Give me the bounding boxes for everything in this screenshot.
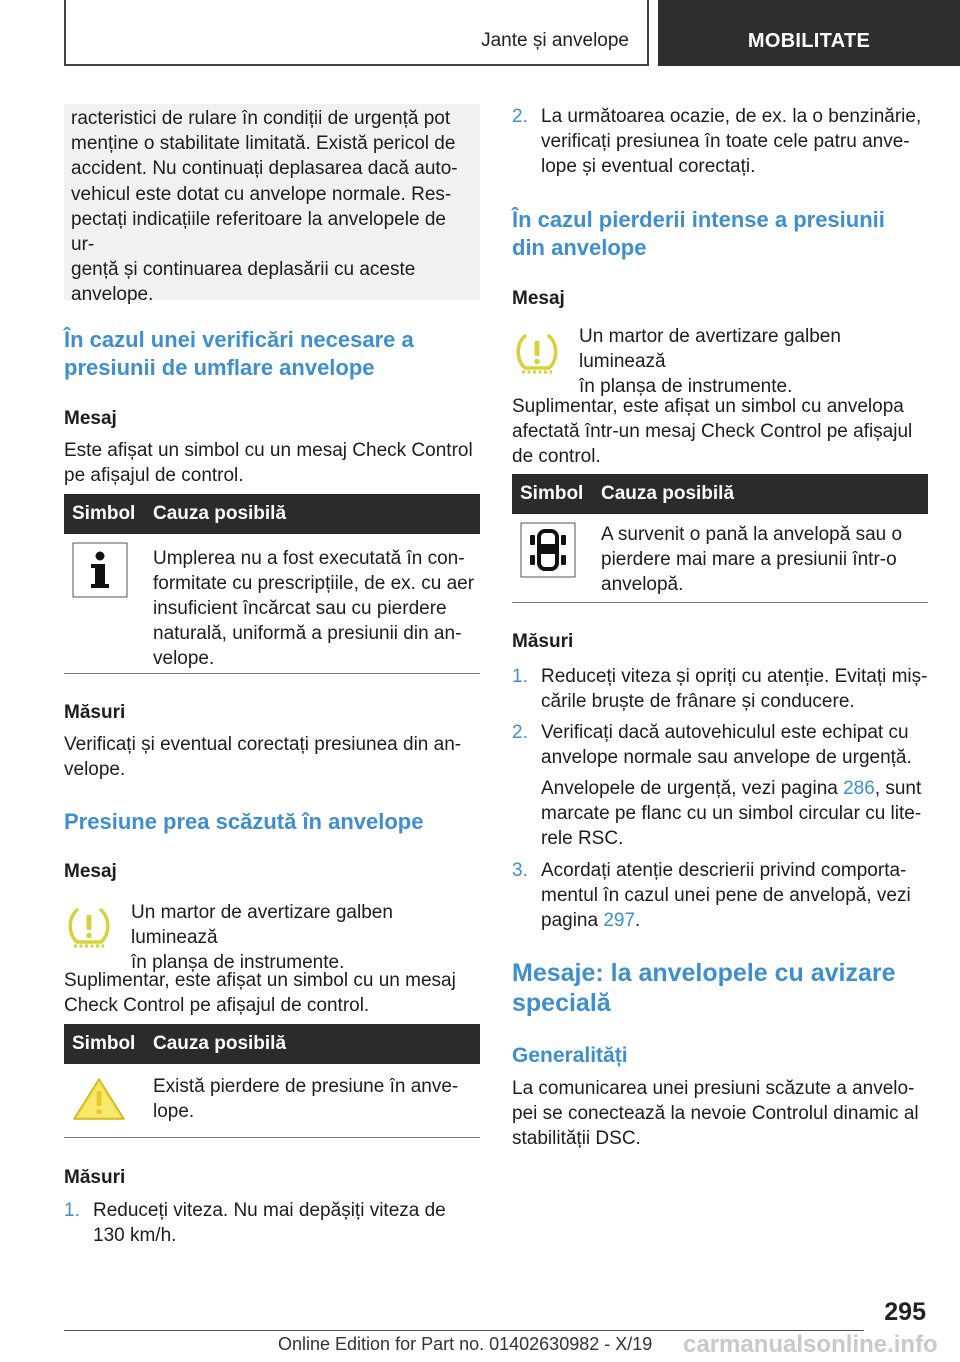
text-line: anvelope normale sau anvelope de urgență. <box>541 747 912 768</box>
masuri-text <box>64 732 480 782</box>
cause-text <box>601 522 928 597</box>
extra-text <box>64 968 480 1018</box>
subheading-mesaj: Mesaj <box>64 408 117 429</box>
subheading-mesaj: Mesaj <box>512 288 565 309</box>
intro-text <box>64 438 480 488</box>
section-heading-low-pressure: Presiune prea scăzută în anvelope <box>64 809 424 834</box>
heading-line: specială <box>512 989 611 1017</box>
heading-line: În cazul unei verificări necesare a <box>64 327 414 352</box>
warning-line: gență și continuarea deplasării cu aceste <box>71 259 416 281</box>
watermark: carmanualsonline.info <box>683 1331 938 1358</box>
list-number: 2. <box>512 722 528 743</box>
chapter-tab <box>658 0 960 66</box>
text-line: Verificați dacă autovehiculul este echipat cu <box>541 722 909 743</box>
table-row <box>64 534 480 674</box>
text-line: Reduceți viteza. Nu mai depășiți viteza de <box>93 1200 446 1221</box>
text-line: Reduceți viteza și opriți cu atenție. Evitați miș- <box>541 666 928 687</box>
text-line <box>541 908 928 933</box>
heading-line: În cazul pierderii intense a presiunii <box>512 207 885 232</box>
text-line: anvelopă. <box>601 574 684 595</box>
text-line: în planșa de instrumente. <box>579 376 793 397</box>
info-icon <box>72 542 128 603</box>
text-line: Verificați și eventual corectați presiunea din an- <box>64 734 462 755</box>
text-line: insuficient încărcat sau cu pierdere <box>153 598 447 619</box>
text-line: Acordați atenție descrierii privind comporta- <box>541 860 907 881</box>
warning-line: pectați indicațiile referitoare la anvelopele de ur- <box>71 208 446 256</box>
symbol-table-3 <box>512 474 928 603</box>
text-line: stabilității DSC. <box>512 1128 641 1149</box>
text-line: Umplerea nu a fost executată în con- <box>153 548 465 569</box>
text-line: de control. <box>512 446 601 467</box>
text-line: Suplimentar, este afișat un simbol cu un mesaj <box>64 970 456 991</box>
warning-triangle-icon <box>72 1076 126 1127</box>
text-line: mentul în cazul unei pene de anvelopă, vezi <box>541 885 911 906</box>
text-line: lope. <box>153 1101 195 1122</box>
list-number: 2. <box>512 106 528 127</box>
cause-text <box>153 546 480 671</box>
car-tire-icon <box>520 522 576 583</box>
text-line: formitate cu prescripțiile, de ex. cu aer <box>153 573 475 594</box>
warning-line: anvelope. <box>71 284 154 306</box>
text-line: Suplimentar, este afișat un simbol cu anvelopa <box>512 396 904 417</box>
table-header <box>64 494 480 534</box>
message-row <box>512 318 928 397</box>
text-line: naturală, uniformă a presiunii din an- <box>153 623 462 644</box>
lamp-text <box>131 900 480 975</box>
list-item <box>512 104 928 179</box>
text-run: , sunt <box>874 778 922 799</box>
section-title: Jante și anvelope <box>481 30 629 51</box>
page-link-297[interactable]: 297 <box>603 910 636 931</box>
subheading-masuri: Măsuri <box>64 1167 126 1188</box>
text-line: velope. <box>153 648 215 669</box>
section-heading-check-pressure <box>64 326 480 382</box>
text-line: Există pierdere de presiune în anve- <box>153 1076 459 1097</box>
symbol-table-2 <box>64 1024 480 1138</box>
footer-edition: Online Edition for Part no. 01402630982 - X/19 <box>278 1334 653 1354</box>
text-line: marcate pe flanc cu un simbol circular cu lite- <box>541 803 922 824</box>
text-line: Un martor de avertizare galben luminează <box>579 326 841 372</box>
text-line: velope. <box>64 759 126 780</box>
lamp-text <box>579 324 928 399</box>
list-number: 1. <box>64 1200 80 1221</box>
list-number: 3. <box>512 860 528 881</box>
warning-line: accident. Nu continuați deplasarea dacă auto- <box>71 158 458 180</box>
page-number: 295 <box>884 1298 926 1326</box>
text-line: Este afișat un simbol cu un mesaj Check Control <box>64 440 473 461</box>
text-run: pagina <box>541 910 604 931</box>
extra-text <box>512 394 928 469</box>
text-line: pe afișajul de control. <box>64 465 244 486</box>
table-row <box>64 1064 480 1138</box>
chapter-title: MOBILITATE <box>747 30 871 52</box>
section-heading-intense-loss <box>512 206 928 262</box>
table-row <box>512 514 928 603</box>
text-line: Un martor de avertizare galben luminează <box>131 902 393 948</box>
text-line: cările bruște de frânare și conducere. <box>541 691 855 712</box>
text-line: pei se conectează la nevoie Controlul dinamic al <box>512 1103 919 1124</box>
symbol-table-1 <box>64 494 480 674</box>
table-header <box>64 1024 480 1064</box>
warning-line: menține o stabilitate limitată. Există pericol de <box>71 133 456 155</box>
list-item <box>64 1198 480 1248</box>
cause-text <box>153 1074 480 1124</box>
col-cause: Cauza posibilă <box>153 503 287 524</box>
text-line: afectată într-un mesaj Check Control pe afișajul <box>512 421 913 442</box>
text-line: lope și eventual corectați. <box>541 156 756 177</box>
left-column <box>64 104 480 1246</box>
section-heading-special-tires <box>512 958 928 1018</box>
text-line: La următoarea ocazie, de ex. la o benzinărie, <box>541 106 922 127</box>
col-cause: Cauza posibilă <box>601 483 735 504</box>
text-line: pierdere mai mare a presiunii într-o <box>601 549 897 570</box>
text-line: Check Control pe afișajul de control. <box>64 995 370 1016</box>
general-text <box>512 1076 928 1151</box>
col-symbol: Simbol <box>520 483 584 504</box>
table-header <box>512 474 928 514</box>
list-number: 1. <box>512 666 528 687</box>
list-item <box>512 858 928 933</box>
text-line <box>541 776 928 801</box>
col-symbol: Simbol <box>72 503 136 524</box>
subheading-mesaj: Mesaj <box>64 861 117 882</box>
text-line: verificați presiunea în toate cele patru anve- <box>541 131 910 152</box>
col-cause: Cauza posibilă <box>153 1033 287 1054</box>
text-line: La comunicarea unei presiuni scăzute a anvelo- <box>512 1078 915 1099</box>
text-line: 130 km/h. <box>93 1225 177 1246</box>
warning-box <box>64 104 480 306</box>
text-line: A survenit o pană la anvelopă sau o <box>601 524 903 545</box>
subheading-masuri: Măsuri <box>64 702 126 723</box>
text-run: . <box>635 910 641 931</box>
text-run: Anvelopele de urgență, vezi pagina <box>541 778 844 799</box>
tire-pressure-warning-icon <box>64 906 114 957</box>
header-section-box <box>64 0 649 66</box>
heading-line: din anvelope <box>512 235 647 260</box>
text-line: rele RSC. <box>541 828 624 849</box>
subheading-generalitati: Generalități <box>512 1044 628 1067</box>
heading-line: Mesaje: la anvelopele cu avizare <box>512 959 896 987</box>
warning-line: racteristici de rulare în condiții de urgență pot <box>71 108 451 129</box>
col-symbol: Simbol <box>72 1033 136 1054</box>
message-row <box>64 892 480 973</box>
page-link-286[interactable]: 286 <box>843 778 875 799</box>
list-item <box>512 720 928 851</box>
warning-line: vehicul este dotat cu anvelope normale. Res- <box>71 183 452 205</box>
heading-line: presiunii de umflare anvelope <box>64 355 375 380</box>
subheading-masuri: Măsuri <box>512 631 574 652</box>
list-item <box>512 664 928 714</box>
tire-pressure-warning-icon <box>512 332 562 383</box>
text-line: în planșa de instrumente. <box>131 952 345 973</box>
